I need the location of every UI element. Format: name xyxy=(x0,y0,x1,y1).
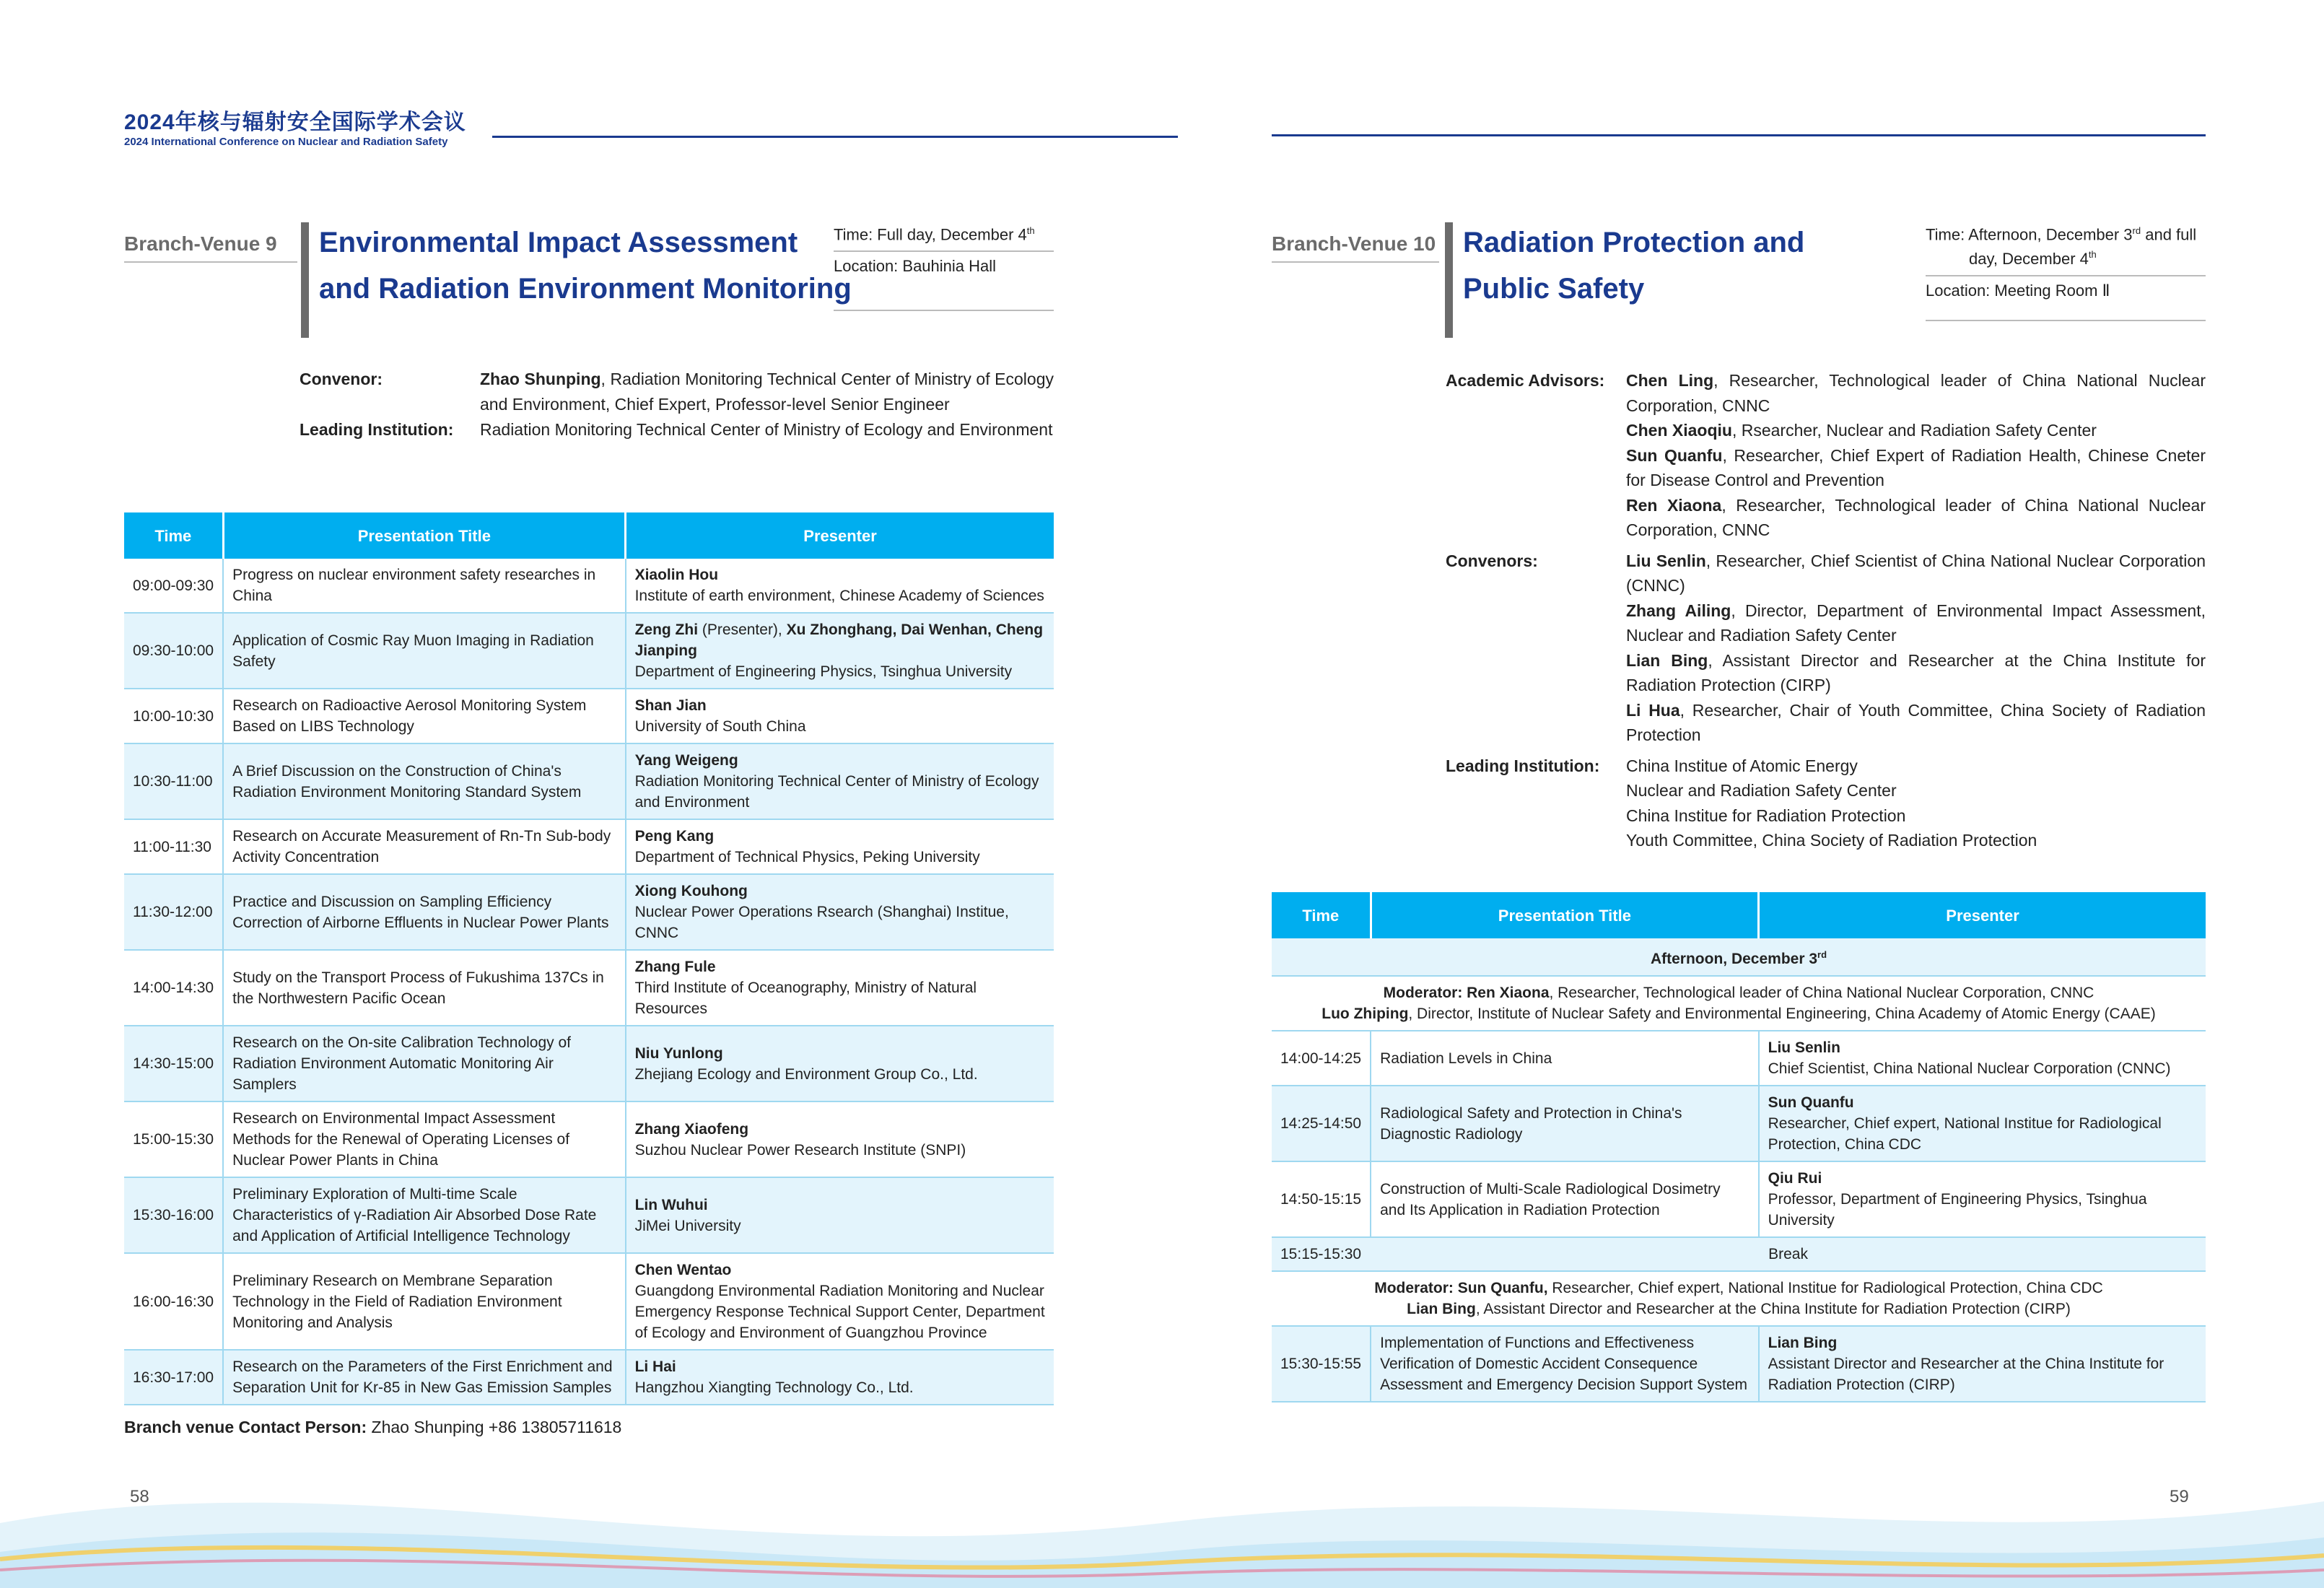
table-row xyxy=(1272,1161,2206,1237)
branch-title-line2: Public Safety xyxy=(1463,273,1645,305)
row-time: 16:30-17:00 xyxy=(124,1350,223,1405)
person-entry: Zhang Ailing, Director, Department of Environmental Impact Assessment, Nuclear and Radiation Safety Center xyxy=(1626,601,2206,645)
advisors-list xyxy=(1626,368,2206,543)
row-presenter xyxy=(626,559,1054,613)
schedule-table-9 xyxy=(124,512,1054,1405)
row-time: 14:30-15:00 xyxy=(124,1026,223,1101)
row-title: Practice and Discussion on Sampling Efficiency Correction of Airborne Effluents in Nuclear Power Plants xyxy=(223,874,625,950)
col-title: Presentation Title xyxy=(1371,892,1759,938)
row-title: Application of Cosmic Ray Muon Imaging in Radiation Safety xyxy=(223,613,625,689)
conference-title-cn: 2024年核与辐射安全国际学术会议 xyxy=(124,110,466,134)
row-presenter xyxy=(626,819,1054,874)
convenor-block xyxy=(300,367,1054,442)
row-title: Research on Accurate Measurement of Rn-Tn Sub-body Activity Concentration xyxy=(223,819,625,874)
table-row xyxy=(124,1101,1054,1177)
row-presenter xyxy=(1759,1161,2206,1237)
presenter-affiliation: Suzhou Nuclear Power Research Institute (SNPI) xyxy=(634,1141,966,1159)
row-presenter xyxy=(1759,1326,2206,1402)
conference-header xyxy=(124,110,1055,149)
presenter-name: Peng Kang xyxy=(634,828,715,845)
branch-time: Time: Full day, December 4th xyxy=(834,217,1054,252)
row-title: Research on Radioactive Aerosol Monitoring System Based on LIBS Technology xyxy=(223,689,625,743)
presenter-affiliation: University of South China xyxy=(634,718,806,735)
break-time: 15:15-15:30 xyxy=(1272,1237,1371,1271)
row-presenter xyxy=(626,874,1054,950)
branch-bar xyxy=(1445,222,1453,338)
leading-list xyxy=(1626,754,2206,853)
branch-meta xyxy=(834,217,1054,311)
row-time: 09:00-09:30 xyxy=(124,559,223,613)
branch-title-line1: Radiation Protection and xyxy=(1463,227,1805,258)
row-title: Radiological Safety and Protection in China's Diagnostic Radiology xyxy=(1371,1086,1759,1161)
branch-location: Location: Meeting Room Ⅱ xyxy=(1926,276,2206,321)
presenter-affiliation: Radiation Monitoring Technical Center of Ministry of Ecology and Environment xyxy=(634,773,1039,811)
moderator-2: Moderator: Sun Quanfu, Researcher, Chief expert, National Institue for Radiological Protection, China CDC Lian Bing, Assistant Director and Researcher at the China Institute for Radiation Protection (CIRP) xyxy=(1272,1271,2206,1326)
col-time: Time xyxy=(124,512,223,559)
institution-entry: China Institue for Radiation Protection xyxy=(1626,806,1906,825)
presenter-name: Zhang Xiaofeng xyxy=(634,1120,749,1138)
row-title: Radiation Levels in China xyxy=(1371,1031,1759,1086)
table-row xyxy=(124,1253,1054,1350)
row-time: 10:00-10:30 xyxy=(124,689,223,743)
row-presenter xyxy=(626,1101,1054,1177)
section-title: Afternoon, December 3rd xyxy=(1272,938,2206,976)
presenter-affiliation: Researcher, Chief expert, National Institue for Radiological Protection, China CDC xyxy=(1768,1115,2162,1153)
presenter-affiliation: Nuclear Power Operations Rsearch (Shanghai) Institue, CNNC xyxy=(634,904,1009,941)
table-row xyxy=(1272,1031,2206,1086)
header-rule xyxy=(1272,134,2206,136)
row-time: 10:30-11:00 xyxy=(124,743,223,819)
presenter-affiliation: Hangzhou Xiangting Technology Co., Ltd. xyxy=(634,1379,914,1396)
row-title: Research on the On-site Calibration Technology of Radiation Environment Automatic Monitoring Air Samplers xyxy=(223,1026,625,1101)
leading-label: Leading Institution: xyxy=(300,420,454,439)
row-title: Implementation of Functions and Effectiveness Verification of Domestic Accident Consequence Assessment and Emergency Decision Support System xyxy=(1371,1326,1759,1402)
person-entry: Li Hua, Researcher, Chair of Youth Committee, China Society of Radiation Protection xyxy=(1626,700,2206,744)
branch-title-line2: and Radiation Environment Monitoring xyxy=(319,273,852,305)
row-time: 15:00-15:30 xyxy=(124,1101,223,1177)
row-time: 14:00-14:25 xyxy=(1272,1031,1371,1086)
branch-title xyxy=(319,219,852,312)
row-time: 14:25-14:50 xyxy=(1272,1086,1371,1161)
row-title: Research on Environmental Impact Assessment Methods for the Renewal of Operating Licenses of Nuclear Power Plants in China xyxy=(223,1101,625,1177)
branch-location: Location: Bauhinia Hall xyxy=(834,252,1054,311)
presenter-affiliation: Third Institute of Oceanography, Ministry of Natural Resources xyxy=(634,980,977,1017)
row-presenter xyxy=(1759,1031,2206,1086)
row-presenter xyxy=(626,1253,1054,1350)
row-time: 11:30-12:00 xyxy=(124,874,223,950)
header-rule xyxy=(492,136,1178,138)
decorative-wave xyxy=(0,1415,2324,1588)
branch-title-line1: Environmental Impact Assessment xyxy=(319,227,798,258)
presenter-affiliation: Department of Engineering Physics, Tsinghua University xyxy=(634,663,1013,680)
advisors-label: Academic Advisors: xyxy=(1446,371,1605,390)
presenter-name: Qiu Rui xyxy=(1768,1170,1822,1187)
row-time: 14:00-14:30 xyxy=(124,950,223,1026)
presenter-name: Xiong Kouhong xyxy=(634,883,748,899)
presenter-affiliation: Chief Scientist, China National Nuclear Corporation (CNNC) xyxy=(1768,1060,2171,1077)
branch-bar xyxy=(301,222,309,338)
convenor-text: Zhao Shunping, Radiation Monitoring Technical Center of Ministry of Ecology and Environment, Chief Expert, Professor-level Senior Engineer xyxy=(480,370,1054,414)
row-title: Preliminary Research on Membrane Separation Technology in the Field of Radiation Environment Monitoring and Analysis xyxy=(223,1253,625,1350)
presenter-affiliation: Guangdong Environmental Radiation Monitoring and Nuclear Emergency Response Technical Support Center, Department of Ecology and Environment of Guangzhou Province xyxy=(634,1283,1045,1341)
row-presenter xyxy=(626,1177,1054,1253)
presenter-name: Chen Wentao xyxy=(634,1262,732,1278)
institution-entry: China Institue of Atomic Energy xyxy=(1626,756,1858,775)
presenter-name: Niu Yunlong xyxy=(634,1044,723,1062)
row-presenter xyxy=(626,1026,1054,1101)
table-row xyxy=(124,874,1054,950)
leading-text: Radiation Monitoring Technical Center of Ministry of Ecology and Environment xyxy=(480,420,1053,439)
table-row xyxy=(124,950,1054,1026)
row-title: Construction of Multi-Scale Radiological Dosimetry and Its Application in Radiation Protection xyxy=(1371,1161,1759,1237)
row-presenter xyxy=(1759,1086,2206,1161)
table-row xyxy=(1272,1086,2206,1161)
col-title: Presentation Title xyxy=(223,512,625,559)
schedule-table-10 xyxy=(1272,892,2206,1402)
presenter-name: Yang Weigeng xyxy=(634,752,738,769)
row-time: 09:30-10:00 xyxy=(124,613,223,689)
row-presenter xyxy=(626,689,1054,743)
institution-entry: Nuclear and Radiation Safety Center xyxy=(1626,781,1897,800)
person-entry: Ren Xiaona, Researcher, Technological leader of China National Nuclear Corporation, CNNC xyxy=(1626,495,2206,539)
presenter-name: Lin Wuhui xyxy=(634,1196,708,1213)
col-time: Time xyxy=(1272,892,1371,938)
person-entry: Chen Ling, Researcher, Technological leader of China National Nuclear Corporation, CNNC xyxy=(1626,371,2206,415)
table-row xyxy=(124,1026,1054,1101)
person-entry: Sun Quanfu, Researcher, Chief Expert of Radiation Health, Chinese Cneter for Disease Control and Prevention xyxy=(1626,445,2206,489)
row-presenter xyxy=(626,743,1054,819)
presenter-name: Sun Quanfu xyxy=(1768,1094,1854,1111)
contact-person: Branch venue Contact Person: Zhao Shunping +86 13805711618 xyxy=(124,1418,622,1436)
page-number: 58 xyxy=(130,1487,149,1506)
branch-label: Branch-Venue 10 xyxy=(1272,232,1439,263)
presenter-name: Xiaolin Hou xyxy=(634,567,719,583)
row-time: 15:30-15:55 xyxy=(1272,1326,1371,1402)
presenter-affiliation: Institute of earth environment, Chinese Academy of Sciences xyxy=(634,588,1044,604)
presenter-name: Lian Bing xyxy=(1768,1335,1838,1351)
table-row xyxy=(124,613,1054,689)
presenter-affiliation: Zhejiang Ecology and Environment Group Co., Ltd. xyxy=(634,1065,978,1083)
row-time: 15:30-16:00 xyxy=(124,1177,223,1253)
convenors-label: Convenors: xyxy=(1446,551,1538,570)
person-entry: Liu Senlin, Researcher, Chief Scientist of China National Nuclear Corporation (CNNC) xyxy=(1626,551,2206,595)
row-title: Study on the Transport Process of Fukushima 137Cs in the Northwestern Pacific Ocean xyxy=(223,950,625,1026)
institution-entry: Youth Committee, China Society of Radiation Protection xyxy=(1626,831,2037,850)
col-presenter: Presenter xyxy=(626,512,1054,559)
page-number: 59 xyxy=(2170,1487,2189,1506)
break-label: Break xyxy=(1371,1237,2206,1271)
leading-label: Leading Institution: xyxy=(1446,756,1600,775)
table-row xyxy=(124,819,1054,874)
right-page xyxy=(1162,0,2324,1588)
row-presenter xyxy=(626,1350,1054,1405)
row-time: 11:00-11:30 xyxy=(124,819,223,874)
branch-title xyxy=(1463,219,1804,312)
presenter-name: Li Hai xyxy=(634,1358,676,1375)
row-time: 14:50-15:15 xyxy=(1272,1161,1371,1237)
row-time: 16:00-16:30 xyxy=(124,1253,223,1350)
table-row xyxy=(124,743,1054,819)
presenter-affiliation: JiMei University xyxy=(634,1217,741,1234)
branch-header xyxy=(1272,217,2206,339)
presenter-name: Liu Senlin xyxy=(1768,1039,1840,1056)
branch-header xyxy=(124,217,1055,339)
table-row xyxy=(124,689,1054,743)
presenter-name: Shan Jian xyxy=(634,697,707,714)
advisors-block xyxy=(1446,368,2206,853)
presenter-affiliation: Professor, Department of Engineering Physics, Tsinghua University xyxy=(1768,1191,2147,1229)
moderator-1: Moderator: Ren Xiaona, Researcher, Technological leader of China National Nuclear Corporation, CNNC Luo Zhiping, Director, Institute of Nuclear Safety and Environmental Engineering, China Academy of Atomic Energy (CAAE) xyxy=(1272,976,2206,1031)
table-row xyxy=(124,1350,1054,1405)
table-row xyxy=(124,559,1054,613)
presenter-affiliation: Department of Technical Physics, Peking University xyxy=(634,849,980,865)
conference-title-en: 2024 International Conference on Nuclear and Radiation Safety xyxy=(124,136,448,148)
row-presenter xyxy=(626,950,1054,1026)
row-presenter xyxy=(626,613,1054,689)
person-entry: Chen Xiaoqiu, Rsearcher, Nuclear and Radiation Safety Center xyxy=(1626,421,2097,440)
table-row xyxy=(1272,1326,2206,1402)
presenter-name: Zhang Fule xyxy=(634,959,716,975)
branch-time: Time: Afternoon, December 3rd and full day, December 4th xyxy=(1926,217,2206,276)
presenter-name: Zeng Zhi (Presenter), Xu Zhonghang, Dai Wenhan, Cheng Jianping xyxy=(634,621,1044,659)
row-title: Research on the Parameters of the First Enrichment and Separation Unit for Kr-85 in New Gas Emission Samples xyxy=(223,1350,625,1405)
convenors-list xyxy=(1626,549,2206,748)
branch-meta xyxy=(1926,217,2206,321)
person-entry: Lian Bing, Assistant Director and Researcher at the China Institute for Radiation Protection (CIRP) xyxy=(1626,650,2206,694)
col-presenter: Presenter xyxy=(1759,892,2206,938)
row-title: Preliminary Exploration of Multi-time Scale Characteristics of γ-Radiation Air Absorbed Dose Rate and Application of Artificial Intelligence Technology xyxy=(223,1177,625,1253)
branch-label: Branch-Venue 9 xyxy=(124,232,297,263)
convenor-label: Convenor: xyxy=(300,370,383,388)
table-row xyxy=(124,1177,1054,1253)
row-title: Progress on nuclear environment safety researches in China xyxy=(223,559,625,613)
row-title: A Brief Discussion on the Construction of China's Radiation Environment Monitoring Standard System xyxy=(223,743,625,819)
presenter-affiliation: Assistant Director and Researcher at the China Institute for Radiation Protection (CIRP) xyxy=(1768,1356,2164,1393)
